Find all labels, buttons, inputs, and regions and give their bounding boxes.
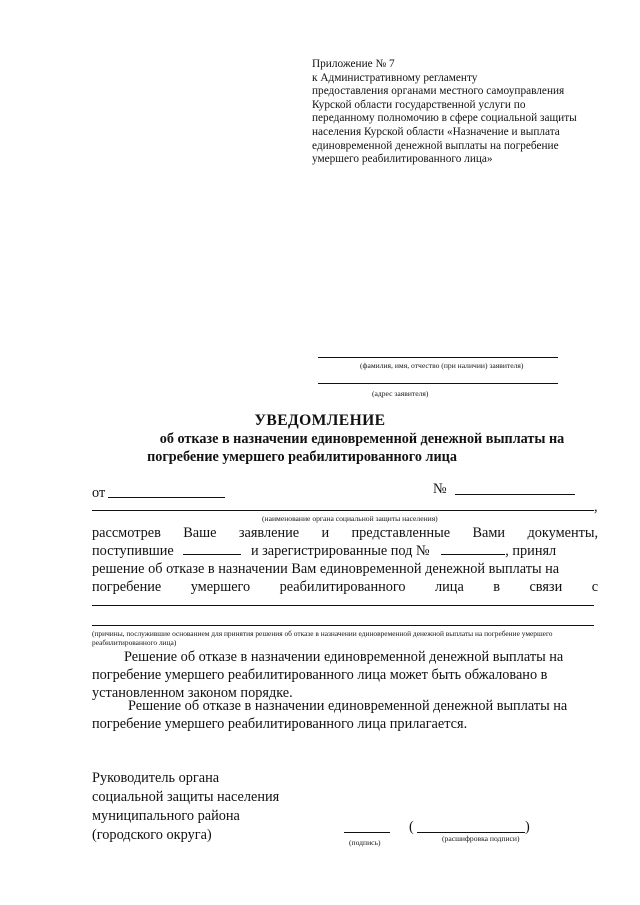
organ-line-comma: ,	[594, 499, 598, 515]
word: в	[493, 579, 501, 595]
word: погребение	[92, 579, 162, 595]
appendix-line: Приложение № 7	[312, 58, 395, 70]
paragraph3-line2: погребение умершего реабилитированного лица прилагается.	[92, 716, 468, 732]
applicant-name-line	[318, 357, 558, 358]
registration-number-field	[441, 542, 505, 555]
paragraph2-line3: установленном законом порядке.	[92, 685, 293, 701]
appendix-line: предоставления органами местного самоуправления	[312, 85, 565, 98]
signature-caption: (подпись)	[349, 838, 381, 847]
paragraph3-line1: Решение об отказе в назначении единовременной денежной выплаты на	[128, 698, 568, 714]
decode-close-paren: )	[525, 819, 530, 835]
word: , принял	[505, 543, 557, 559]
word: лица	[435, 579, 464, 595]
organ-name-line	[92, 510, 594, 511]
applicant-name-caption: (фамилия, имя, отчество (при наличии) заявителя)	[360, 361, 524, 370]
date-field	[108, 497, 225, 498]
number-field	[455, 494, 575, 495]
word: заявление	[238, 525, 300, 541]
appendix-line: к Административному регламенту	[312, 71, 478, 84]
appendix-line: населения Курской области «Назначение и выплата	[312, 125, 560, 138]
document-subtitle-line1: об отказе в назначении единовременной денежной выплаты на	[159, 431, 565, 447]
reasons-caption: (причины, послужившие основанием для принятия решения об отказе в назначении единовременной денежной выплаты на погребение умершего реабилитированного лица)	[92, 629, 553, 647]
from-label: от	[92, 485, 106, 501]
reasons-line-1	[92, 605, 594, 606]
organ-caption: (наименование органа социальной защиты населения)	[262, 514, 438, 523]
paragraph1-line2	[92, 542, 556, 560]
appendix-block	[312, 58, 602, 167]
number-label: №	[433, 481, 447, 497]
appendix-line: Курской области государственной услуги по	[312, 98, 526, 111]
word: и зарегистрированные под №	[250, 543, 430, 559]
paragraph1-line3: решение об отказе в назначении Вам единовременной денежной выплаты на	[92, 561, 560, 577]
received-date-field	[183, 542, 241, 555]
word: поступившие	[92, 543, 174, 559]
word: реабилитированного	[279, 579, 406, 595]
appendix-line: единовременной денежной выплаты на погребение	[312, 139, 559, 152]
signature-decode-field	[417, 832, 525, 833]
word: представленные	[351, 525, 451, 541]
word: и	[321, 525, 330, 541]
document-title: УВЕДОМЛЕНИЕ	[254, 412, 386, 429]
word: связи	[529, 579, 563, 595]
signatory-line: муниципального района	[92, 808, 240, 824]
decode-caption: (расшифровка подписи)	[442, 834, 520, 843]
paragraph1-line4	[92, 578, 598, 596]
signatory-line: Руководитель органа	[92, 770, 220, 786]
word: документы,	[527, 525, 599, 541]
reasons-line-2	[92, 625, 594, 626]
paragraph1-line1	[92, 524, 598, 542]
signature-field	[344, 832, 390, 833]
word: Вами	[472, 525, 506, 541]
word: с	[591, 579, 599, 595]
word: умершего	[190, 579, 251, 595]
paragraph2-line2: погребение умершего реабилитированного лица может быть обжаловано в	[92, 667, 548, 683]
signatory-line: (городского округа)	[92, 827, 212, 843]
decode-open-paren: (	[409, 819, 414, 835]
appendix-line: умершего реабилитированного лица»	[312, 153, 493, 166]
applicant-address-caption: (адрес заявителя)	[372, 389, 429, 398]
signatory-line: социальной защиты населения	[92, 789, 280, 805]
document-subtitle-line2: погребение умершего реабилитированного лица	[147, 449, 457, 465]
word: Ваше	[183, 525, 217, 541]
word: рассмотрев	[92, 525, 161, 541]
appendix-line: переданному полномочию в сфере социальной защиты	[312, 112, 577, 125]
applicant-address-line	[318, 383, 558, 384]
signatory-block	[92, 769, 279, 845]
paragraph2-line1: Решение об отказе в назначении единовременной денежной выплаты на	[124, 649, 564, 665]
